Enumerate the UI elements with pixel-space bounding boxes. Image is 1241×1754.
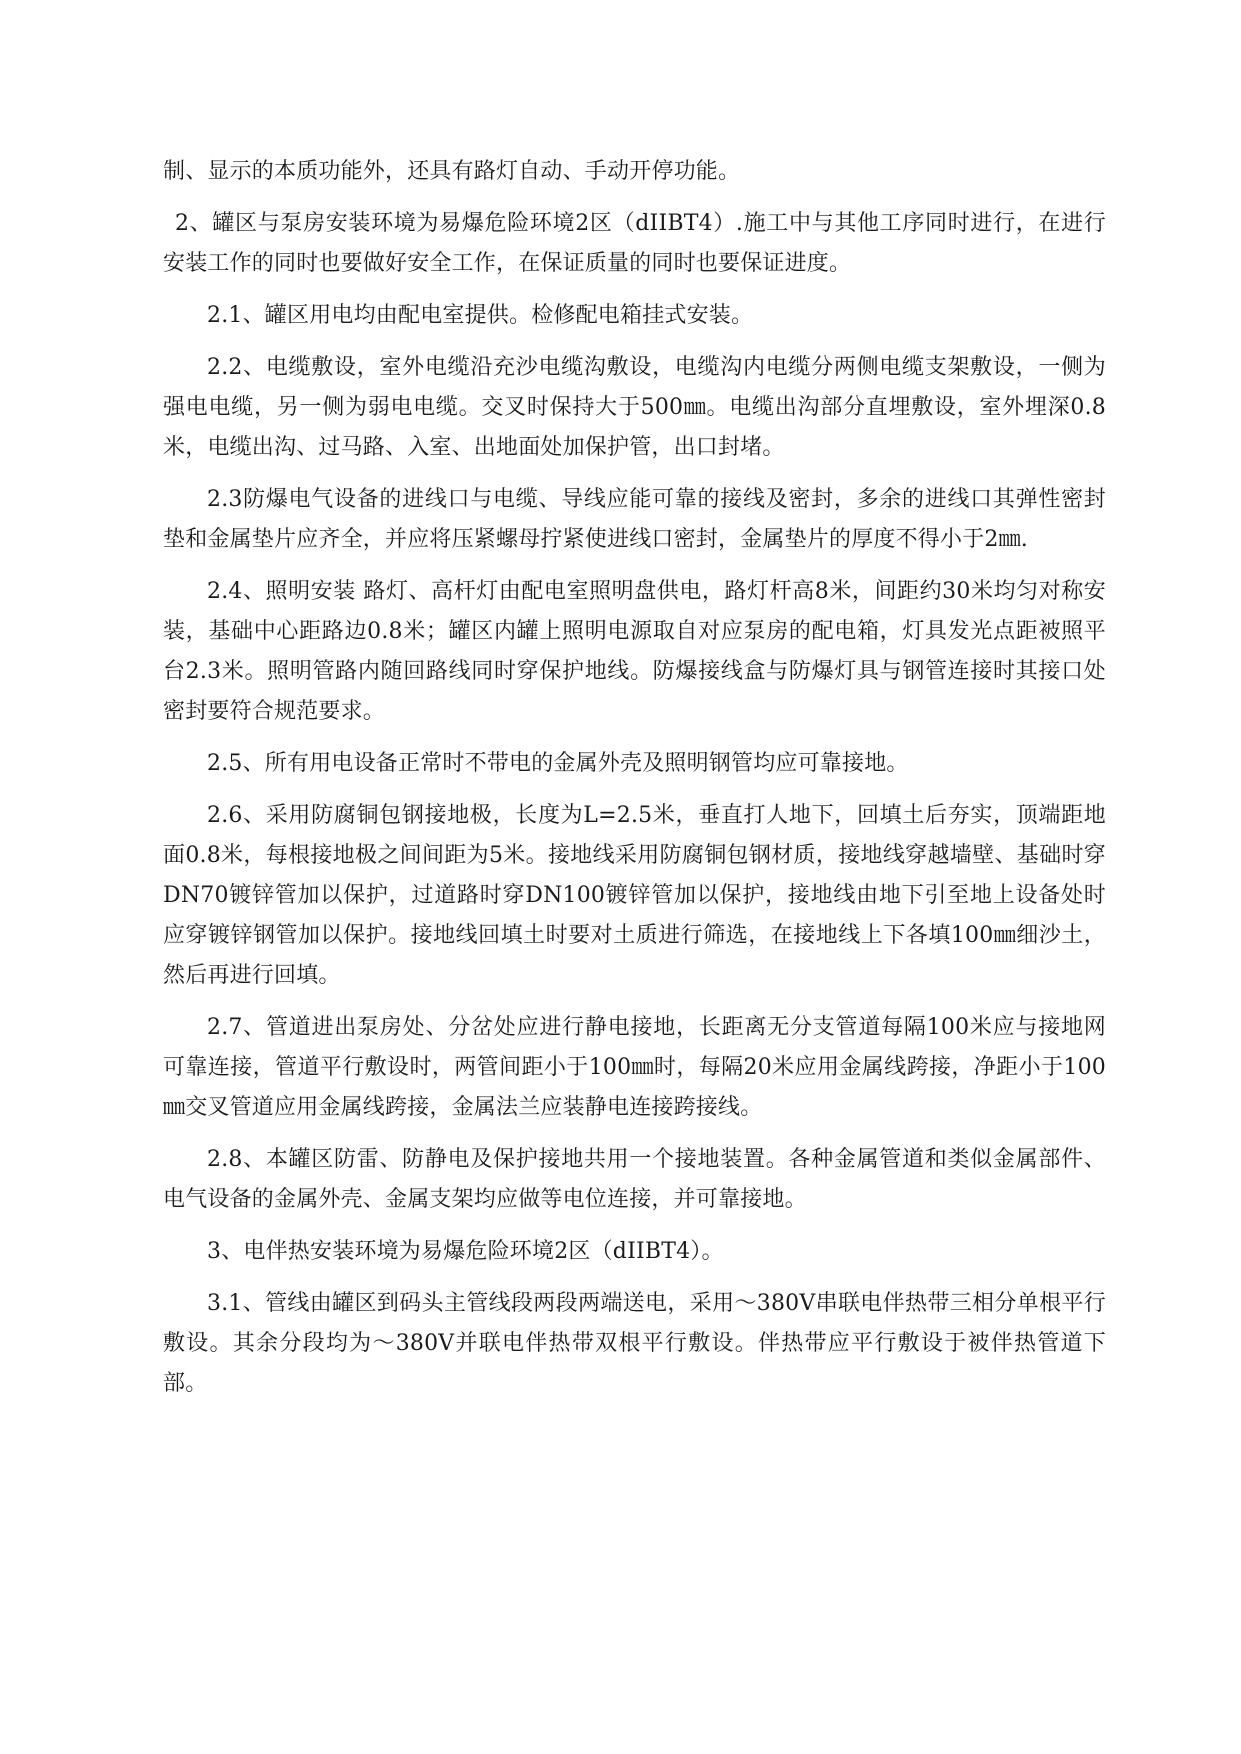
paragraph-section-2-3: 2.3防爆电气设备的进线口与电缆、导线应能可靠的接线及密封，多余的进线口其弹性密封垫和金属垫片应齐全，并应将压紧螺母拧紧使进线口密封，金属垫片的厚度不得小于2㎜. xyxy=(163,487,1106,552)
paragraph-section-3: 3、电伴热安装环境为易爆危险环境2区（dIIBT4）。 xyxy=(207,1239,724,1264)
paragraph-section-2-6: 2.6、采用防腐铜包钢接地极，长度为L=2.5米，垂直打人地下，回填土后夯实，顶端距地面0.8米，每根接地极之间间距为5米。接地线采用防腐铜包钢材质，接地线穿越墙壁、基础时穿DN70镀锌管加以保护，过道路时穿DN100镀锌管加以保护，接地线由地下引至地上设备处时应穿镀锌钢管加以保护。接地线回填土时要对土质进行筛选，在接地线上下各填100㎜细沙土，然后再进行回填。 xyxy=(163,803,1106,988)
paragraph-section-2-7: 2.7、管道进出泵房处、分岔处应进行静电接地，长距离无分支管道每隔100米应与接地网可靠连接，管道平行敷设时，两管间距小于100㎜时，每隔20米应用金属线跨接，净距小于100㎜交叉管道应用金属线跨接，金属法兰应装静电连接跨接线。 xyxy=(163,1015,1106,1120)
paragraph-section-2-4: 2.4、照明安装 路灯、高杆灯由配电室照明盘供电，路灯杆高8米，间距约30米均匀对称安装，基础中心距路边0.8米；罐区内罐上照明电源取自对应泵房的配电箱，灯具发光点距被照平台2.3米。照明管路内随回路线同时穿保护地线。防爆接线盒与防爆灯具与钢管连接时其接口处密封要符合规范要求。 xyxy=(163,579,1106,724)
body-text xyxy=(163,152,1106,1416)
paragraph-section-2-1: 2.1、罐区用电均由配电室提供。检修配电箱挂式安装。 xyxy=(207,303,754,328)
paragraph-section-2-2: 2.2、电缆敷设，室外电缆沿充沙电缆沟敷设，电缆沟内电缆分两侧电缆支架敷设，一侧为强电电缆，另一侧为弱电电缆。交叉时保持大于500㎜。电缆出沟部分直埋敷设，室外埋深0.8米，电缆出沟、过马路、入室、出地面处加保护管，出口封堵。 xyxy=(163,355,1106,460)
paragraph-section-2: 2、罐区与泵房安装环境为易爆危险环境2区（dIIBT4）.施工中与其他工序同时进行，在进行安装工作的同时也要做好安全工作，在保证质量的同时也要保证进度。 xyxy=(163,211,1106,276)
paragraph-section-3-1: 3.1、管线由罐区到码头主管线段两段两端送电，采用～380V串联电伴热带三相分单根平行敷设。其余分段均为～380V并联电伴热带双根平行敷设。伴热带应平行敷设于被伴热管道下部。 xyxy=(163,1291,1106,1396)
paragraph-section-2-8: 2.8、本罐区防雷、防静电及保护接地共用一个接地装置。各种金属管道和类似金属部件、电气设备的金属外壳、金属支架均应做等电位连接，并可靠接地。 xyxy=(163,1147,1106,1212)
paragraph-continuation: 制、显示的本质功能外，还具有路灯自动、手动开停功能。 xyxy=(163,159,741,184)
paragraph-section-2-5: 2.5、所有用电设备正常时不带电的金属外壳及照明钢管均应可靠接地。 xyxy=(207,751,909,776)
